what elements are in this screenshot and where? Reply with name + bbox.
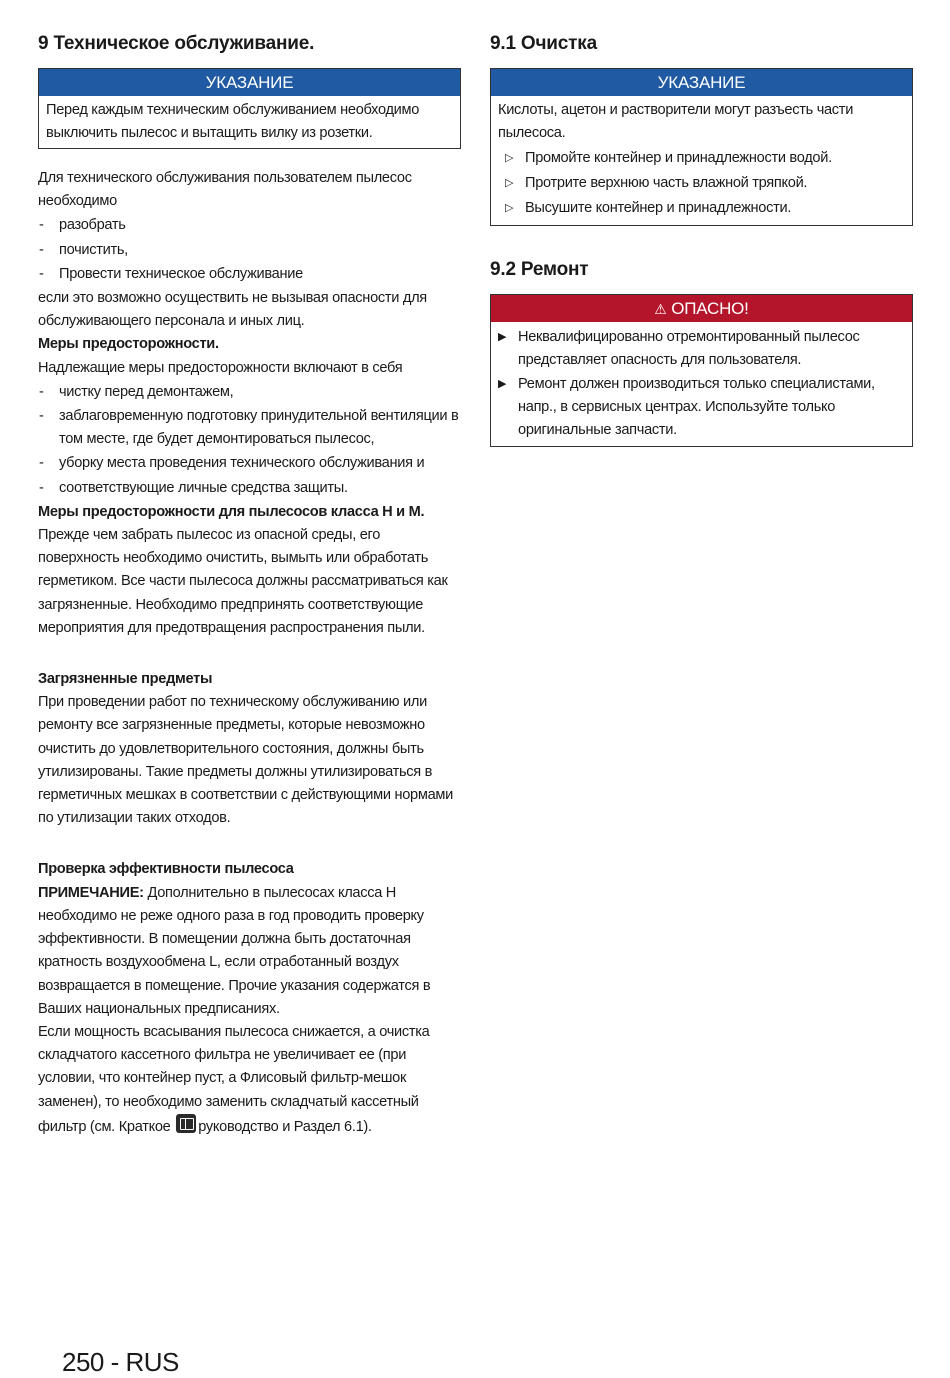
list-item: - соответствующие личные средства защиты. [38, 477, 461, 500]
list-item: ▶ Неквалифицированно отремонтированный пылесос представляет опасность для пользователя. [498, 326, 905, 372]
precautions-title: Меры предосторожности. [38, 336, 219, 353]
cleaning-notice-body [491, 96, 912, 225]
intro-text: Для технического обслуживания пользователем пылесос необходимо [38, 170, 412, 210]
section-heading-repair: 9.2 Ремонт [490, 259, 589, 280]
dash-marker: - [39, 383, 44, 400]
left-column [38, 32, 461, 1139]
triangle-solid-icon: ▶ [498, 331, 507, 343]
dash-marker: - [39, 408, 44, 425]
intro-list [38, 214, 461, 286]
dash-marker: - [39, 241, 44, 258]
efficiency-paragraph [38, 882, 461, 1021]
list-item: - почистить, [38, 239, 461, 262]
list-item: ▶ Ремонт должен производиться только специалистами, напр., в сервисных центрах. Используйте только оригинальные запчасти. [498, 373, 905, 442]
list-item: ▷ Высушите контейнер и принадлежности. [491, 197, 905, 220]
suction-text-b: руководство и Раздел 6.1). [198, 1118, 372, 1135]
danger-list [498, 326, 905, 442]
triangle-outline-icon: ▷ [505, 152, 514, 164]
list-item: - чистку перед демонтажем, [38, 381, 461, 404]
suction-paragraph [38, 1021, 461, 1139]
cleaning-notice-box [490, 68, 913, 226]
notice-box [38, 68, 461, 149]
danger-label: ОПАСНО! [671, 299, 749, 318]
right-column [490, 32, 913, 465]
page-number: 250 - RUS [62, 1347, 179, 1377]
dash-marker: - [39, 479, 44, 496]
list-item: ▷ Промойте контейнер и принадлежности водой. [491, 147, 905, 170]
hm-text: Прежде чем забрать пылесос из опасной среды, его поверхность необходимо очистить, вымыть или обработать герметиком. Все части пылесоса должны рассматриваться как загрязненные. Необходимо предпринять соответствующие мероприятия для предотвращения распространения пыли. [38, 527, 448, 636]
notice-header: УКАЗАНИЕ [491, 69, 912, 96]
efficiency-label: ПРИМЕЧАНИЕ: [38, 884, 144, 901]
list-item: - уборку места проведения технического обслуживания и [38, 452, 461, 475]
efficiency-title: Проверка эффективности пылесоса [38, 861, 294, 878]
list-item: - заблаговременную подготовку принудительной вентиляции в том месте, где будет демонтироваться пылесос, [38, 405, 461, 451]
dash-marker: - [39, 455, 44, 472]
precautions-list [38, 381, 461, 500]
notice-header: УКАЗАНИЕ [39, 69, 460, 96]
list-item: ▷ Протрите верхнюю часть влажной тряпкой. [491, 172, 905, 195]
danger-body [491, 322, 912, 446]
list-item: - разобрать [38, 214, 461, 237]
contaminated-text: При проведении работ по техническому обслуживанию или ремонту все загрязненные предметы, которые невозможно очистить до удовлетворительного состояния, должны быть утилизированы. Такие предметы должны утилизироваться в герметичных мешках в соответствии с действующими нормами по утилизации таких отходов. [38, 694, 453, 827]
warning-icon: ⚠ [654, 301, 667, 317]
danger-box [490, 294, 913, 447]
suction-text-a: Если мощность всасывания пылесоса снижается, а очистка складчатого кассетного фильтра не увеличивает ее (при условии, что контейнер пуст, а Флисовый фильтр-мешок заменен), то необходимо заменить складчатый кассетный фильтр (см. Краткое [38, 1023, 430, 1135]
section-heading-maintenance: 9 Техническое обслуживание. [38, 33, 315, 54]
triangle-outline-icon: ▷ [505, 202, 514, 214]
efficiency-text: Дополнительно в пылесосах класса H необходимо не реже одного раза в год проводить проверку эффективности. В помещении должна быть достаточная кратность воздухообмена L, если отработанный воздух возвращается в помещение. Прочие указания содержатся в Ваших национальных предписаниях. [38, 884, 431, 1017]
triangle-outline-icon: ▷ [505, 177, 514, 189]
danger-header [491, 295, 912, 322]
dash-marker: - [39, 217, 44, 234]
intro-tail: если это возможно осуществить не вызывая опасности для обслуживающего персонала и иных лиц. [38, 290, 427, 330]
dash-marker: - [39, 265, 44, 282]
manual-book-icon [176, 1114, 196, 1133]
triangle-solid-icon: ▶ [498, 378, 507, 390]
notice-text: Перед каждым техническим обслуживанием необходимо выключить пылесос и вытащить вилку из розетки. [46, 102, 420, 141]
list-item: - Провести техническое обслуживание [38, 263, 461, 286]
cleaning-steps [491, 147, 905, 220]
precautions-intro: Надлежащие меры предосторожности включают в себя [38, 359, 403, 376]
contaminated-title: Загрязненные предметы [38, 671, 213, 688]
section-heading-cleaning: 9.1 Очистка [490, 33, 597, 54]
hm-title: Меры предосторожности для пылесосов класса H и M. [38, 503, 425, 520]
cleaning-notice-text: Кислоты, ацетон и растворители могут разъесть части пылесоса. [498, 102, 854, 141]
